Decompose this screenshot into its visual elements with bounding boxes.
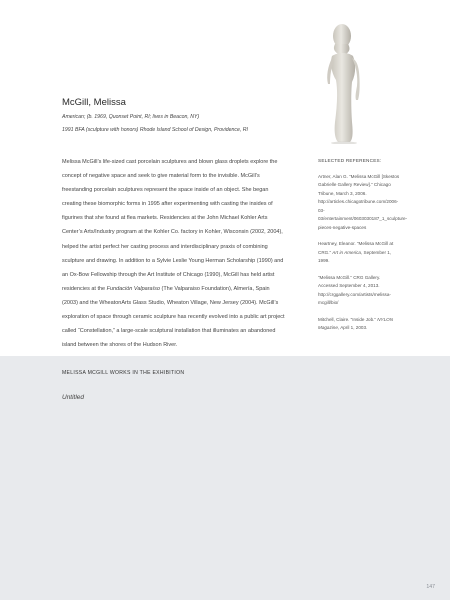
- artist-biography: [62, 155, 286, 352]
- work-title: Untitled: [62, 394, 85, 401]
- works-in-exhibition-section: [0, 356, 450, 600]
- works-section-title: MELISSA MCGILL WORKS IN THE EXHIBITION: [62, 370, 185, 376]
- page-number: 147: [426, 584, 435, 590]
- bio-text-1: Melissa McGill’s life-sized cast porcelain sculptures and blown glass droplets explore the concept of negative space and seek to give material form to the invisible. McGill’s freestanding porcelain sculptures represent the space inside of an object. She began creating these biomorphic forms in 1995 after experimenting with casting the insides of figurines that she found at flea markets. Residencies at the John Michael Kohler Arts Center’s Arts/Industry program at the Kohler Co. factory in Kohler, Wisconsin (2002, 2004), helped the artist perfect her casting process and interdisciplinary praxis of combining sculpture and drawing. In addition to a Sylvie Leslie Young Herman Scholarship (1990) and an Ox-Bow Fellowship through the Art Institute of Chicago (1990), McGill has held artist residencies at the: [62, 159, 284, 292]
- artist-education: 1991 BFA (sculpture with honors) Rhode Island School of Design, Providence, RI: [62, 127, 248, 133]
- porcelain-figure-svg: [318, 22, 368, 144]
- reference-item: Mitchell, Claire. “Inside Job.” NYLON Magazine, April 1, 2003.: [318, 316, 394, 330]
- artist-name: McGill, Melissa: [62, 97, 126, 108]
- reference-item: “Melissa McGill.” CRG Gallery. Accessed September 4, 2013. http://crggallery.com/artists/melissa-mcgill/bio/: [318, 274, 391, 305]
- bio-foundation-name: Fundación Valparaíso: [106, 285, 160, 292]
- reference-item: Heartney, Eleanor. “Melissa McGill at CRG.” Art in America, September 1, 1999.: [318, 241, 394, 263]
- porcelain-figure-image: [318, 22, 368, 144]
- artist-birth-info: American; (b. 1969, Quonset Point, RI; lives in Beacon, NY): [62, 114, 200, 120]
- reference-item: Artner, Alan G. “Melissa McGill [Skestos Gabrielle Gallery Review].” Chicago Tribune, March 3, 2006. http://articles.chicagotribune.com/2006-03-03/entertainment/0603030187_1_sculpture-pieces-negative-spaces: [318, 173, 408, 230]
- bio-text-2: (The Valparaiso Foundation), Almería, Spain (2003) and the WheatonArts Glass Studio, Wheaton Village, New Jersey (2004). McGill’s exploration of space through ceramic sculpture has recently evolved into a public art project called “Constellation,” a large-scale sculptural installation that illuminates an abandoned island between the shores of the Hudson River.: [62, 285, 285, 349]
- references-title: SELECTED REFERENCES:: [318, 158, 382, 163]
- selected-references: [318, 157, 408, 341]
